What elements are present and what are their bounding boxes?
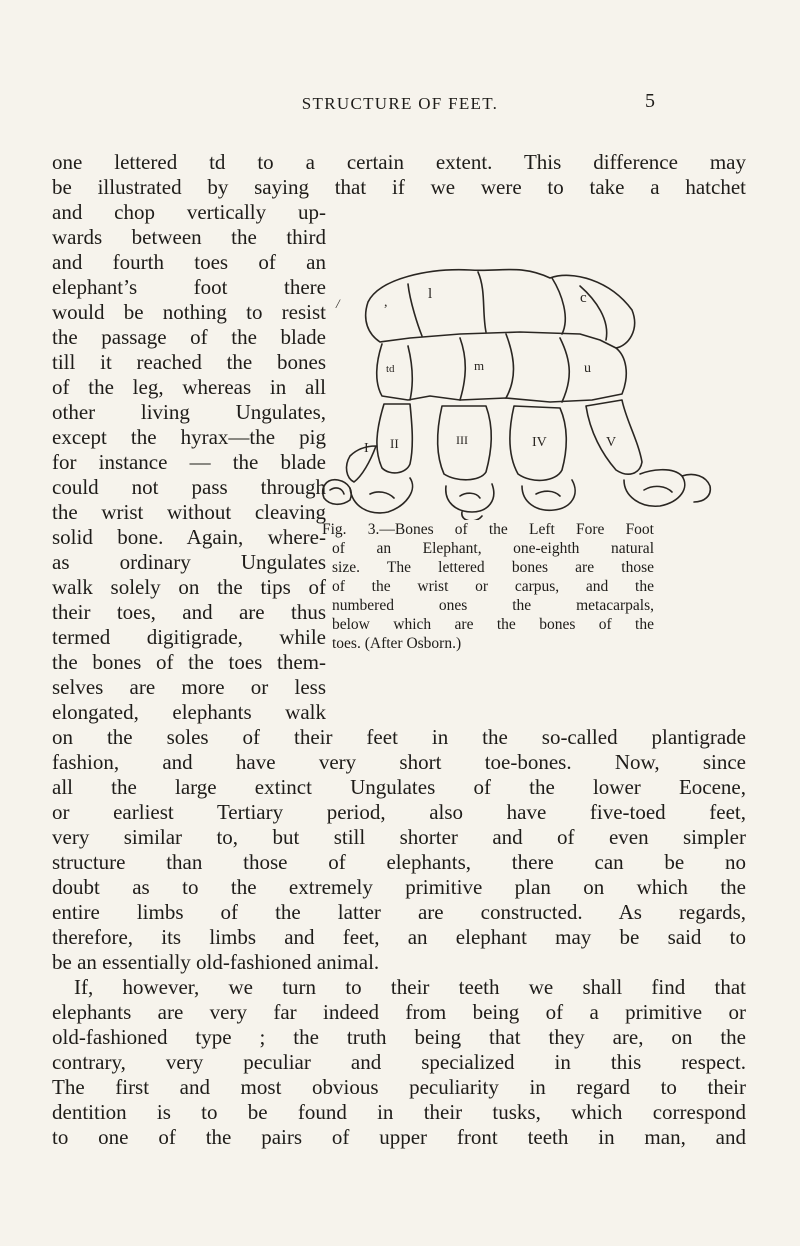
metacarpal-1 [347, 446, 376, 482]
text-line: all the large extinct Ungulates of the lower Eocene, [52, 775, 746, 799]
text-line: doubt as to the extremely primitive plan on which the [52, 875, 746, 899]
caption-line: below which are the bones of the [332, 616, 654, 633]
text-line: would be nothing to resist [52, 300, 326, 324]
text-line: solid bone. Again, where- [52, 525, 326, 549]
label-metacarpal-3: III [456, 433, 468, 447]
text-line: be illustrated by saying that if we were to take a hatchet [52, 175, 746, 199]
text-line: the bones of the toes them- [52, 650, 326, 674]
carpal-row-upper [366, 270, 635, 349]
text-line: fashion, and have very short toe-bones. Now, since [52, 750, 746, 774]
toe-4 [522, 480, 575, 510]
paragraph-first-line: If, however, we turn to their teeth we shall find that [74, 975, 746, 999]
text-line: wards between the third [52, 225, 326, 249]
caption-line: Fig. 3.—Bones of the Left Fore Foot [322, 521, 654, 538]
label-td: td [386, 363, 395, 375]
text-line: and chop vertically up- [52, 200, 326, 224]
text-line: of the leg, whereas in all [52, 375, 326, 399]
label-small-carpal: / [336, 296, 340, 311]
text-line: structure than those of elephants, there can be no [52, 850, 746, 874]
page-number: 5 [645, 90, 655, 112]
text-line: their toes, and are thus [52, 600, 326, 624]
text-line: other living Ungulates, [52, 400, 326, 424]
text-line: very similar to, but still shorter and of even simpler [52, 825, 746, 849]
text-line: as ordinary Ungulates [52, 550, 326, 574]
label-l: l [428, 286, 433, 302]
text-line: walk solely on the tips of [52, 575, 326, 599]
text-line: the wrist without cleaving [52, 500, 326, 524]
label-metacarpal-4: IV [532, 435, 547, 450]
text-line: elephants are very far indeed from being of a primitive or [52, 1000, 746, 1024]
text-line: to one of the pairs of upper front teeth in man, and [52, 1125, 746, 1149]
toe-5 [624, 470, 685, 506]
figure-caption [322, 520, 654, 653]
text-line: for instance — the blade [52, 450, 326, 474]
text-line: selves are more or less [52, 675, 326, 699]
text-line: entire limbs of the latter are constructed. As regards, [52, 900, 746, 924]
text-line: dentition is to be found in their tusks, which correspond [52, 1100, 746, 1124]
text-line: on the soles of their feet in the so-called plantigrade [52, 725, 746, 749]
toe-1 [323, 480, 351, 505]
text-line: one lettered td to a certain extent. This difference may [52, 150, 746, 174]
text-line: be an essentially old-fashioned animal. [52, 950, 380, 974]
text-line: old-fashioned type ; the truth being that they are, on the [52, 1025, 746, 1049]
caption-line: of the wrist or carpus, and the [332, 578, 654, 595]
text-line: or earliest Tertiary period, also have five-toed feet, [52, 800, 746, 824]
label-metacarpal-1: I [364, 441, 369, 456]
text-line: elephant’s foot there [52, 275, 326, 299]
text-line: termed digitigrade, while [52, 625, 326, 649]
text-line: till it reached the bones [52, 350, 326, 374]
page-header [0, 90, 800, 118]
label-u: u [584, 361, 591, 376]
label-metacarpal-2: II [390, 436, 399, 451]
text-line: the passage of the blade [52, 325, 326, 349]
label-slash: , [384, 295, 388, 310]
caption-line: numbered ones the metacarpals, [332, 597, 654, 614]
toe-3 [446, 484, 494, 512]
text-line: and fourth toes of an [52, 250, 326, 274]
toe-2 [350, 478, 413, 513]
label-metacarpal-5: V [606, 435, 617, 450]
text-line: could not pass through [52, 475, 326, 499]
caption-line: of an Elephant, one-eighth natural [332, 540, 654, 557]
text-line: contrary, very peculiar and specialized in this respect. [52, 1050, 746, 1074]
foot-bones-illustration [310, 250, 750, 520]
running-title: STRUCTURE OF FEET. [301, 94, 499, 113]
foot-bones-figure [310, 250, 750, 520]
caption-line: toes. (After Osborn.) [332, 635, 462, 652]
label-m: m [474, 358, 485, 373]
caption-line: size. The lettered bones are those [332, 559, 654, 576]
text-line: except the hyrax—the pig [52, 425, 326, 449]
text-line: therefore, its limbs and feet, an elephant may be said to [52, 925, 746, 949]
label-c: c [580, 290, 587, 306]
text-line: The first and most obvious peculiarity in regard to their [52, 1075, 746, 1099]
text-line: elongated, elephants walk [52, 700, 326, 724]
